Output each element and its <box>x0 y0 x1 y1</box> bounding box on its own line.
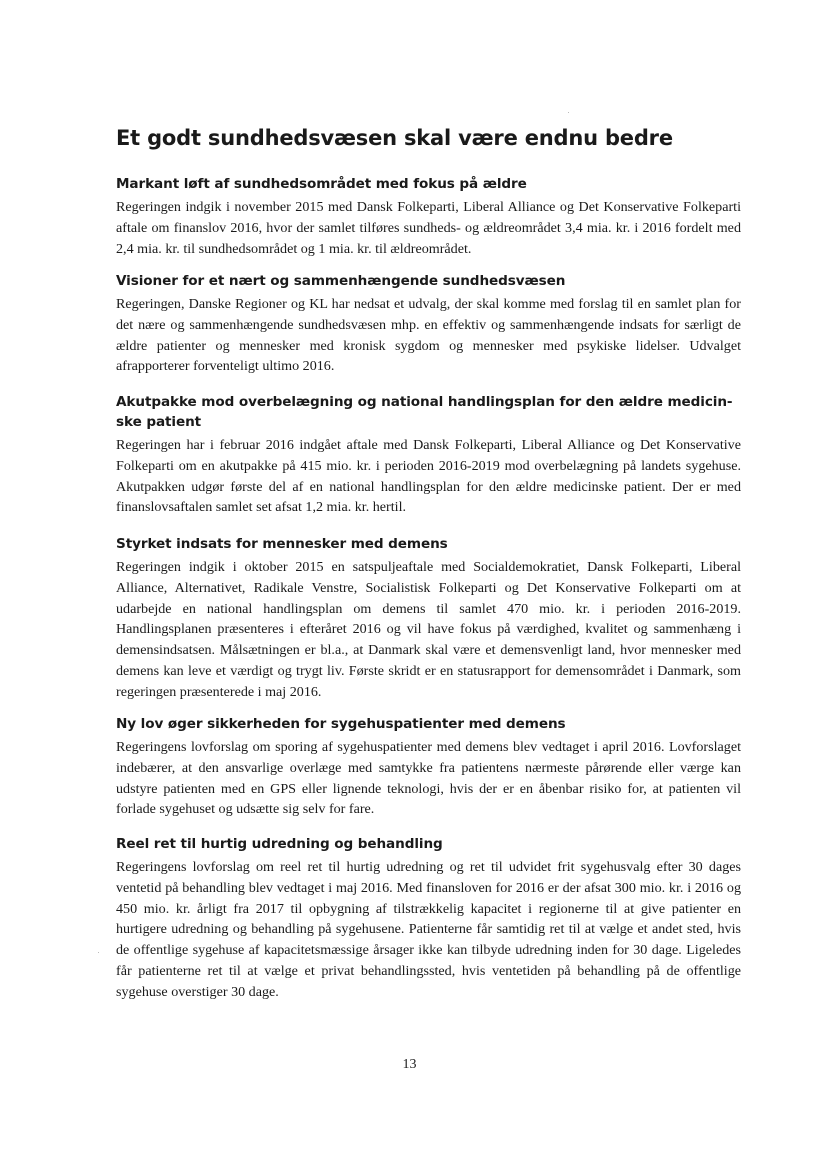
section-body: Regeringen indgik i november 2015 med Dansk Folkeparti, Liberal Alliance og Det Konservative Folkeparti aftale om finanslov 2016, hvor der samlet tilføres sundheds- og ældreområdet 3,4 mia. kr. i 2016 fordelt med 2,4 mia. kr. til sundhedsområdet og 1 mia. kr. til ældreområdet. <box>116 199 741 257</box>
section-heading: Markant løft af sundhedsområdet med fokus på ældre <box>116 176 527 192</box>
section-heading: Reel ret til hurtig udredning og behandling <box>116 836 443 852</box>
section-heading: Visioner for et nært og sammenhængende sundhedsvæsen <box>116 273 566 289</box>
section-akutpakke <box>116 392 741 518</box>
section-body: Regeringens lovforslag om reel ret til hurtig udredning og ret til udvidet frit sygehusvalg efter 30 dages ventetid på behandling blev vedtaget i maj 2016. Med finansloven for 2016 er der afsat 300 mio. kr. i 2016 og 450 mio. kr. årligt fra 2017 til opbygning af tilstrækkelig kapacitet i regionerne til at give patienter en hurtigere udredning og behandling på sygehusene. Patienterne får samtidig ret til at vælge et andet sted, hvis de offentlige sygehuse af kapacitetsmæssige årsager ikke kan tilbyde udredning inden for 30 dage. Ligeledes får patienterne ret til at vælge et privat behandlingssted, hvis ventetiden på behandling på de offentlige sygehuse overstiger 30 dage. <box>116 859 741 1000</box>
section-body: Regeringen har i februar 2016 indgået aftale med Dansk Folkeparti, Liberal Alliance og Det Konservative Folkeparti om en akutpakke på 415 mio. kr. i perioden 2016-2019 mod overbelægning på landets sygehuse. Akutpakken udgør første del af en national handlingsplan for den ældre medicinske patient. Der er med finanslovsaftalen samlet set afsat 1,2 mia. kr. hertil. <box>116 437 741 516</box>
page-number: 13 <box>402 1057 417 1072</box>
section-body: Regeringens lovforslag om sporing af sygehuspatienter med demens blev vedtaget i april 2016. Lovforslaget indebærer, at den ansvarlige overlæge med samtykke fra patientens nærmeste pårørende eller værge kan udstyre patienten med en GPS eller lignende teknologi, hvis der er en åbenbar risiko for, at patienten vil forlade sygehuset og udsætte sig selv for fare. <box>116 739 741 818</box>
section-heading: Akutpakke mod overbelægning og national handlingsplan for den ældre medicinske patient <box>116 394 733 430</box>
section-body: Regeringen, Danske Regioner og KL har nedsat et udvalg, der skal komme med forslag til en samlet plan for det nære og sammenhængende sundhedsvæsen mhp. en effektiv og sammenhængende indsats for særligt de ældre patienter og mennesker med kronisk sygdom og mennesker med psykiske lidelser. Udvalget afrapporterer forventeligt ultimo 2016. <box>116 296 741 375</box>
section-heading: Styrket indsats for mennesker med demens <box>116 536 448 552</box>
section-demens <box>116 534 741 703</box>
section-udredning <box>116 834 741 1003</box>
section-finanslov <box>116 174 741 259</box>
section-heading: Ny lov øger sikkerheden for sygehuspatienter med demens <box>116 716 566 732</box>
scan-speck <box>568 112 569 113</box>
section-body: Regeringen indgik i oktober 2015 en satspuljeaftale med Socialdemokratiet, Dansk Folkeparti, Liberal Alliance, Alternativet, Radikale Venstre, Socialistisk Folkeparti og Det Konservative Folkeparti om at udarbejde en national handlingsplan om demens til samlet 470 mio. kr. i perioden 2016-2019. Handlingsplanen præsenteres i efteråret 2016 og vil have fokus på værdighed, kvalitet og sammenhæng i demensindsatsen. Målsætningen er bl.a., at Danmark skal være et demensvenligt land, hvor mennesker med demens kan leve et værdigt og trygt liv. Første skridt er en statusrapport for demensområdet i Danmark, som regeringen præsenterede i maj 2016. <box>116 559 741 700</box>
section-ny-lov <box>116 714 741 820</box>
page-title: Et godt sundhedsvæsen skal være endnu bedre <box>116 126 673 150</box>
scan-speck <box>98 952 99 953</box>
section-visioner <box>116 271 741 377</box>
